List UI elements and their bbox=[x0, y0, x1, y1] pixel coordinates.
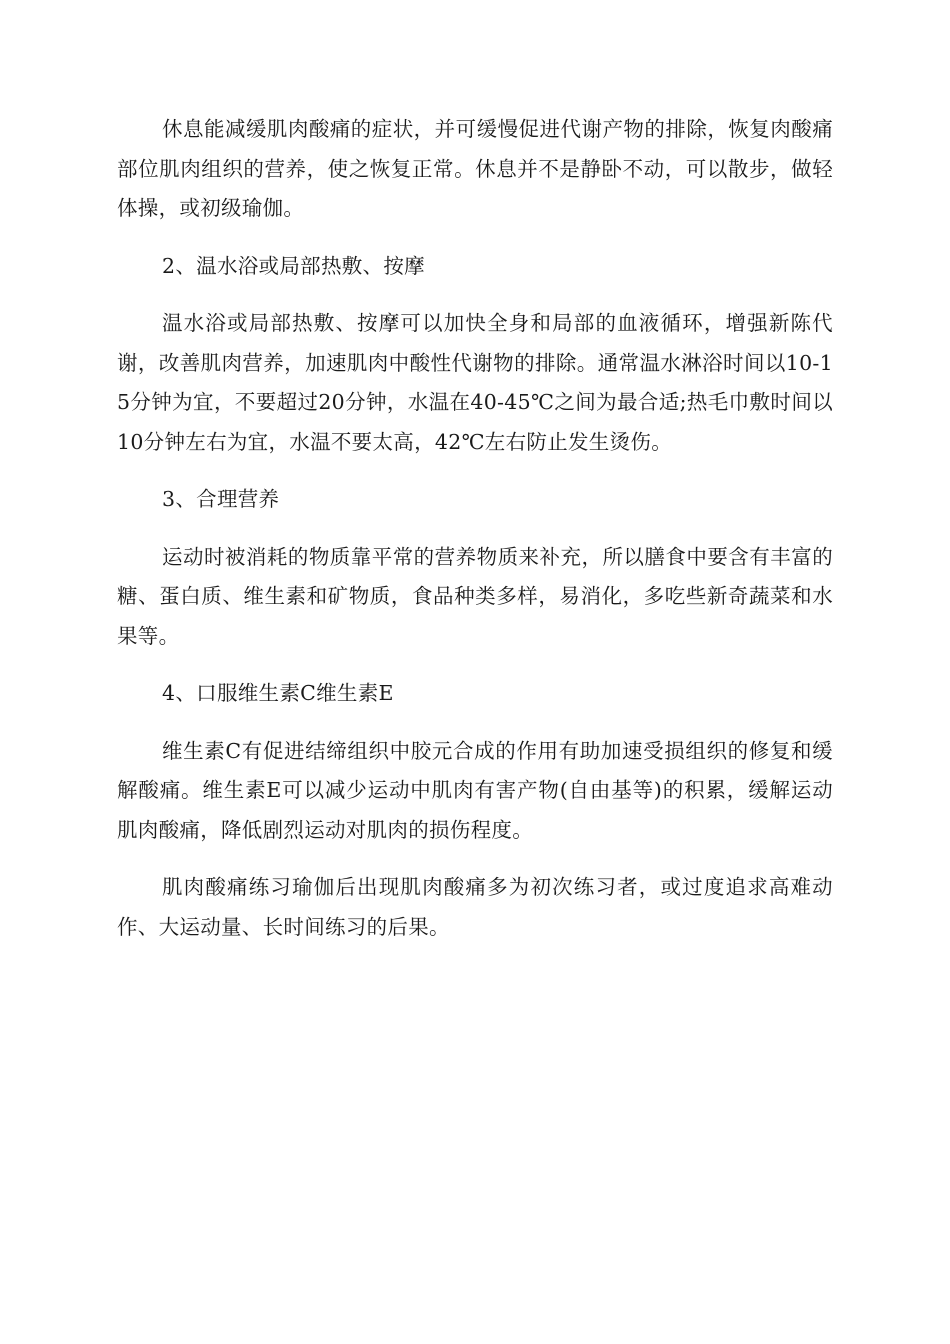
heading-nutrition: 3、合理营养 bbox=[162, 487, 280, 511]
paragraph-gap bbox=[117, 714, 833, 732]
paragraph-gap bbox=[117, 286, 833, 304]
heading-warm-bath: 2、温水浴或局部热敷、按摩 bbox=[162, 253, 425, 278]
paragraph-vitamins: 维生素C有促进结缔组织中胶元合成的作用有助加速受损组织的修复和缓解酸痛。维生素E可以减少运动中肌肉有害产物(自由基等)的积累，缓解运动肌肉酸痛，降低剧烈运动对肌肉的损伤程度。 bbox=[117, 738, 833, 842]
paragraph-gap bbox=[117, 656, 833, 674]
paragraph-gap bbox=[117, 520, 833, 538]
heading-vitamins: 4、口服维生素C维生素E bbox=[162, 681, 394, 705]
paragraph-yoga-soreness: 肌肉酸痛练习瑜伽后出现肌肉酸痛多为初次练习者，或过度追求高难动作、大运动量、长时间练习的后果。 bbox=[117, 875, 833, 939]
paragraph-rest: 休息能减缓肌肉酸痛的症状，并可缓慢促进代谢产物的排除，恢复肉酸痛部位肌肉组织的营养，使之恢复正常。休息并不是静卧不动，可以散步，做轻体操，或初级瑜伽。 bbox=[117, 117, 833, 220]
paragraph-nutrition: 运动时被消耗的物质靠平常的营养物质来补充，所以膳食中要含有丰富的糖、蛋白质、维生素和矿物质，食品种类多样，易消化，多吃些新奇蔬菜和水果等。 bbox=[117, 544, 833, 648]
paragraph-gap bbox=[117, 229, 833, 247]
document-page bbox=[117, 110, 833, 947]
paragraph-gap bbox=[117, 850, 833, 868]
paragraph-gap bbox=[117, 462, 833, 480]
paragraph-warm-bath: 温水浴或局部热敷、按摩可以加快全身和局部的血液循环，增强新陈代谢，改善肌肉营养，加速肌肉中酸性代谢物的排除。通常温水淋浴时间以10-15分钟为宜，不要超过20分钟，水温在40-45℃之间为最合适;热毛巾敷时间以10分钟左右为宜，水温不要太高，42℃左右防止发生烫伤。 bbox=[117, 311, 833, 454]
